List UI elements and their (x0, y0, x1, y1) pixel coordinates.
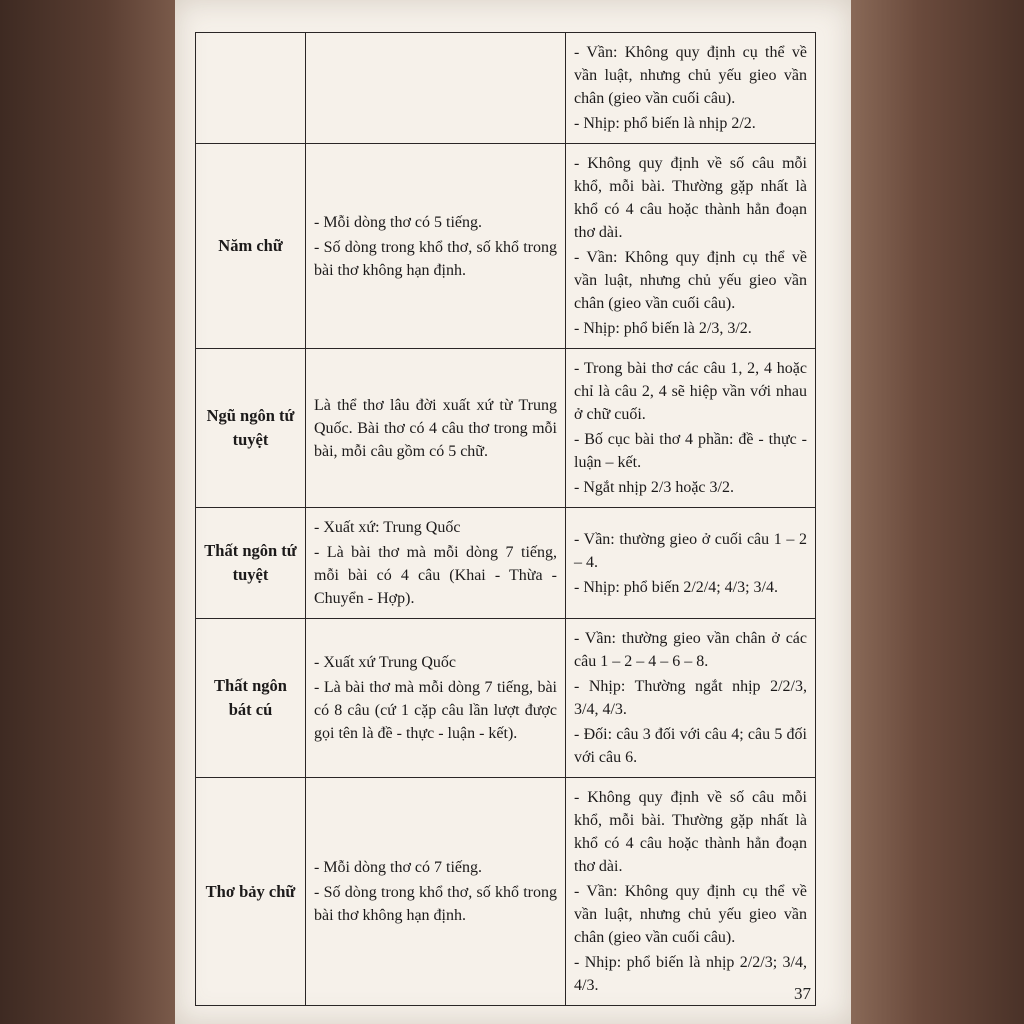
background-left (0, 0, 175, 1024)
feature-line: - Nhịp: phổ biến là 2/3, 3/2. (574, 320, 752, 337)
feature-line: - Ngắt nhịp 2/3 hoặc 3/2. (574, 479, 734, 496)
definition-line: - Số dòng trong khổ thơ, số khổ trong bài thơ không hạn định. (314, 884, 557, 924)
poetry-forms-table (195, 32, 816, 1006)
table-row (196, 144, 816, 349)
definition-line: - Xuất xứ: Trung Quốc (314, 519, 461, 536)
definition-cell (306, 33, 566, 144)
features-cell (566, 349, 816, 508)
definition-cell (306, 619, 566, 778)
definition-line: - Là bài thơ mà mỗi dòng 7 tiếng, mỗi bài có 4 câu (Khai - Thừa - Chuyển - Hợp). (314, 544, 557, 607)
feature-line: - Nhịp: phổ biến là nhịp 2/2/3; 3/4, 4/3. (574, 954, 807, 994)
feature-line: - Vần: Không quy định cụ thể về vần luật, nhưng chủ yếu gieo vần chân (gieo vần cuối câu). (574, 44, 807, 107)
form-name-cell: Ngũ ngôn tứ tuyệt (196, 349, 306, 508)
feature-line: - Vần: thường gieo ở cuối câu 1 – 2 – 4. (574, 530, 807, 571)
definition-line: - Xuất xứ Trung Quốc (314, 654, 457, 671)
definition-cell (306, 508, 566, 619)
form-name-cell (196, 33, 306, 144)
feature-line: - Nhịp: phổ biến 2/2/4; 4/3; 3/4. (574, 578, 778, 596)
feature-line: - Trong bài thơ các câu 1, 2, 4 hoặc chỉ là câu 2, 4 sẽ hiệp vần với nhau ở chữ cuối. (574, 360, 807, 423)
definition-line: - Số dòng trong khổ thơ, số khổ trong bài thơ không hạn định. (314, 238, 557, 279)
table-row (196, 33, 816, 144)
background-right (849, 0, 1024, 1024)
table-row (196, 349, 816, 508)
definition-cell (306, 144, 566, 349)
page-number: 37 (794, 984, 811, 1003)
features-cell (566, 508, 816, 619)
definition-line: - Mỗi dòng thơ có 7 tiếng. (314, 859, 482, 876)
definition-line: - Là bài thơ mà mỗi dòng 7 tiếng, bài có 8 câu (cứ 1 cặp câu lần lượt được gọi tên là đề - thực - luận - kết). (314, 679, 557, 742)
feature-line: - Nhịp: Thường ngắt nhịp 2/2/3, 3/4, 4/3. (574, 678, 807, 718)
features-cell (566, 778, 816, 1006)
table-row (196, 778, 816, 1006)
features-cell (566, 619, 816, 778)
feature-line: - Vần: Không quy định cụ thể về vần luật, nhưng chủ yếu gieo vần chân (gieo vần cuối câu). (574, 883, 807, 946)
table-row (196, 508, 816, 619)
definition-cell (306, 349, 566, 508)
feature-line: - Vần: Không quy định cụ thể về vần luật, nhưng chủ yếu gieo vần chân (gieo vần cuối câu). (574, 249, 807, 312)
form-name-cell: Thơ bảy chữ (196, 778, 306, 1006)
form-name-cell: Thất ngôn tứ tuyệt (196, 508, 306, 619)
feature-line: - Vần: thường gieo vần chân ở các câu 1 – 2 – 4 – 6 – 8. (574, 630, 807, 670)
definition-cell (306, 778, 566, 1006)
feature-line: - Không quy định về số câu mỗi khổ, mỗi bài. Thường gặp nhất là khổ có 4 câu hoặc thành hẳn đoạn thơ dài. (574, 789, 807, 875)
table-row (196, 619, 816, 778)
features-cell (566, 144, 816, 349)
form-name-cell: Năm chữ (196, 144, 306, 349)
feature-line: - Bố cục bài thơ 4 phần: đề - thực - luận – kết. (574, 431, 807, 471)
definition-line: - Mỗi dòng thơ có 5 tiếng. (314, 213, 482, 231)
definition-line: Là thể thơ lâu đời xuất xứ từ Trung Quốc. Bài thơ có 4 câu thơ trong mỗi bài, mỗi câu gồm có 5 chữ. (314, 396, 557, 460)
book-page (175, 0, 851, 1024)
feature-line: - Nhịp: phổ biến là nhịp 2/2. (574, 115, 756, 132)
feature-line: - Đối: câu 3 đối với câu 4; câu 5 đối với câu 6. (574, 726, 807, 766)
form-name-cell: Thất ngôn bát cú (196, 619, 306, 778)
feature-line: - Không quy định về số câu mỗi khổ, mỗi bài. Thường gặp nhất là khổ có 4 câu hoặc thành hẳn đoạn thơ dài. (574, 155, 807, 241)
features-cell (566, 33, 816, 144)
